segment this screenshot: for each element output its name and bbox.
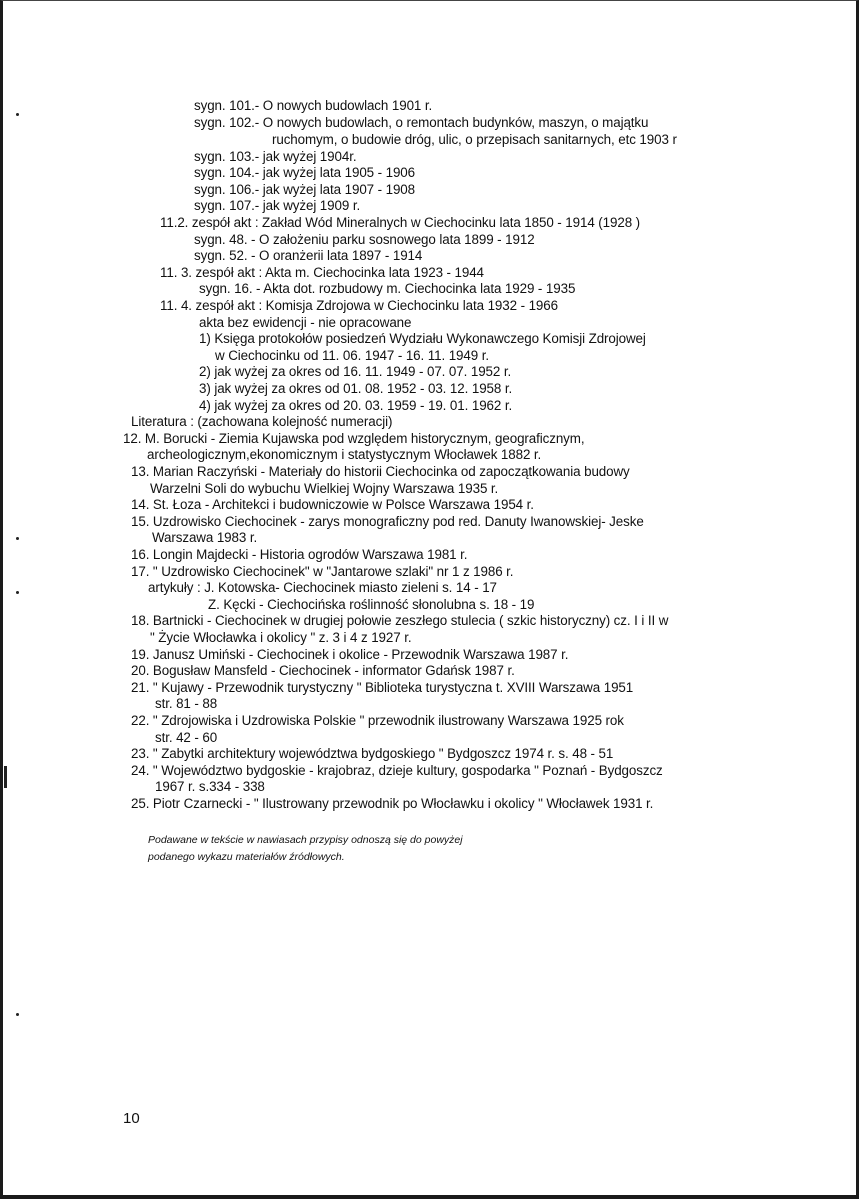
text-line: 20. Bogusław Mansfeld - Ciechocinek - informator Gdańsk 1987 r.	[131, 663, 515, 678]
text-line: w Ciechocinku od 11. 06. 1947 - 16. 11. 1949 r.	[215, 348, 489, 363]
scan-speck	[16, 537, 19, 540]
text-line: 3) jak wyżej za okres od 01. 08. 1952 - 03. 12. 1958 r.	[199, 381, 513, 396]
text-line: artykuły : J. Kotowska- Ciechocinek miasto zieleni s. 14 - 17	[148, 580, 497, 595]
text-line: ruchomym, o budowie dróg, ulic, o przepisach sanitarnych, etc 1903 r	[272, 132, 677, 147]
text-line: 11. 4. zespół akt : Komisja Zdrojowa w Ciechocinku lata 1932 - 1966	[160, 298, 558, 313]
text-line: Literatura : (zachowana kolejność numeracji)	[131, 414, 393, 429]
page-number: 10	[123, 1110, 140, 1127]
text-line: sygn. 102.- O nowych budowlach, o remontach budynków, maszyn, o majątku	[194, 115, 649, 130]
text-line: 23. " Zabytki architektury województwa bydgoskiego " Bydgoszcz 1974 r. s. 48 - 51	[131, 746, 614, 761]
text-line: 22. " Zdrojowiska i Uzdrowiska Polskie " przewodnik ilustrowany Warszawa 1925 rok	[131, 713, 624, 728]
text-line: 16. Longin Majdecki - Historia ogrodów Warszawa 1981 r.	[131, 547, 468, 562]
text-line: 18. Bartnicki - Ciechocinek w drugiej połowie zeszłego stulecia ( szkic historyczny) cz. I i II w	[131, 613, 669, 628]
text-line: 2) jak wyżej za okres od 16. 11. 1949 - 07. 07. 1952 r.	[199, 364, 512, 379]
scan-speck	[16, 113, 19, 116]
text-line: 1) Księga protokołów posiedzeń Wydziału Wykonawczego Komisji Zdrojowej	[199, 331, 646, 346]
text-line: archeologicznym,ekonomicznym i statystycznym Włocławek 1882 r.	[147, 447, 542, 462]
text-line: 12. M. Borucki - Ziemia Kujawska pod względem historycznym, geograficznym,	[123, 431, 585, 446]
text-line: 24. " Województwo bydgoskie - krajobraz, dzieje kultury, gospodarka " Poznań - Bydgoszcz	[131, 763, 663, 778]
text-line: 4) jak wyżej za okres od 20. 03. 1959 - 19. 01. 1962 r.	[199, 398, 513, 413]
text-line: " Życie Włocławka i okolicy " z. 3 i 4 z 1927 r.	[150, 630, 412, 645]
text-line: sygn. 16. - Akta dot. rozbudowy m. Ciechocinka lata 1929 - 1935	[199, 281, 576, 296]
text-line: 14. St. Łoza - Architekci i budowniczowie w Polsce Warszawa 1954 r.	[131, 497, 534, 512]
text-line: Warzelni Soli do wybuchu Wielkiej Wojny Warszawa 1935 r.	[150, 481, 499, 496]
text-line: 25. Piotr Czarnecki - " Ilustrowany przewodnik po Włocławku i okolicy " Włocławek 1931 r.	[131, 796, 654, 811]
text-line: sygn. 104.- jak wyżej lata 1905 - 1906	[194, 165, 415, 180]
scan-speck	[4, 766, 7, 788]
text-line: 17. " Uzdrowisko Ciechocinek" w "Jantarowe szlaki" nr 1 z 1986 r.	[131, 564, 514, 579]
text-line: 11.2. zespół akt : Zakład Wód Mineralnych w Ciechocinku lata 1850 - 1914 (1928 )	[160, 215, 641, 230]
text-line: 15. Uzdrowisko Ciechocinek - zarys monograficzny pod red. Danuty Iwanowskiej- Jeske	[131, 514, 644, 529]
footnote-line: podanego wykazu materiałów źródłowych.	[148, 851, 345, 863]
text-line: sygn. 103.- jak wyżej 1904r.	[194, 149, 357, 164]
text-line: 1967 r. s.334 - 338	[155, 779, 265, 794]
text-line: sygn. 107.- jak wyżej 1909 r.	[194, 198, 361, 213]
scan-speck	[16, 1013, 19, 1016]
text-line: 11. 3. zespół akt : Akta m. Ciechocinka lata 1923 - 1944	[160, 265, 484, 280]
text-line: sygn. 52. - O oranżerii lata 1897 - 1914	[194, 248, 423, 263]
text-line: Z. Kęcki - Ciechocińska roślinność słonolubna s. 18 - 19	[208, 597, 535, 612]
text-line: Warszawa 1983 r.	[152, 530, 258, 545]
text-line: akta bez ewidencji - nie opracowane	[199, 315, 412, 330]
scan-speck	[16, 591, 19, 594]
text-line: str. 81 - 88	[155, 696, 218, 711]
text-line: 21. " Kujawy - Przewodnik turystyczny " Biblioteka turystyczna t. XVIII Warszawa 1951	[131, 680, 634, 695]
text-line: str. 42 - 60	[155, 730, 218, 745]
text-line: 13. Marian Raczyński - Materiały do historii Ciechocinka od zapoczątkowania budowy	[131, 464, 630, 479]
text-line: sygn. 106.- jak wyżej lata 1907 - 1908	[194, 182, 415, 197]
text-line: sygn. 48. - O założeniu parku sosnowego lata 1899 - 1912	[194, 232, 535, 247]
footnote-line: Podawane w tekście w nawiasach przypisy odnoszą się do powyżej	[148, 834, 463, 846]
text-line: sygn. 101.- O nowych budowlach 1901 r.	[194, 98, 433, 113]
text-line: 19. Janusz Umiński - Ciechocinek i okolice - Przewodnik Warszawa 1987 r.	[131, 647, 569, 662]
